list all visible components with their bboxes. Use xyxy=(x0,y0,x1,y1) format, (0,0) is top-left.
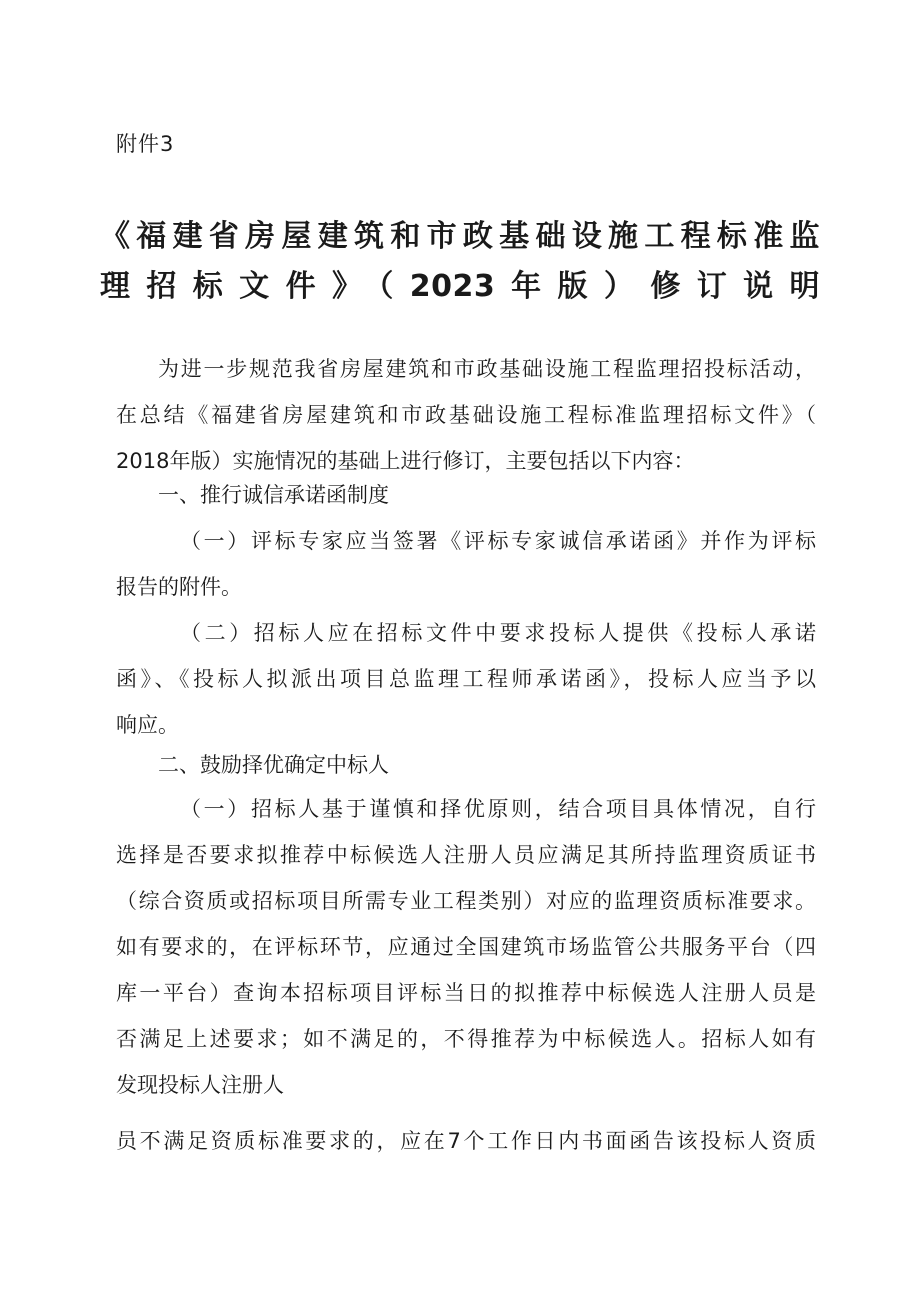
section-2-heading-text: 二、鼓励择优确定中标人 xyxy=(158,753,389,777)
section-2-item-1-line-2: 选择是否要求拟推荐中标候选人注册人员应满足其所持监理资质证书 xyxy=(116,843,816,867)
section-1-item-1-line-2: 报告的附件。 xyxy=(116,575,242,599)
title-line-2: 理招标文件》（2023年版）修订说明 xyxy=(100,269,820,304)
section-1-item-2-line-2: 函》、《投标人拟派出项目总监理工程师承诺函》，投标人应当予以 xyxy=(116,667,816,691)
section-1-item-1-line-1: （一）评标专家应当签署《评标专家诚信承诺函》并作为评标 xyxy=(180,529,816,553)
section-1-item-2-line-3: 响应。 xyxy=(116,713,179,737)
section-1-heading xyxy=(116,472,816,518)
section-2-item-1-line-8: 员不满足资质标准要求的，应在7个工作日内书面函告该投标人资质 xyxy=(116,1129,816,1153)
document-title xyxy=(100,212,820,312)
intro-line-1: 为进一步规范我省房屋建筑和市政基础设施工程监理招投标活动， xyxy=(158,357,816,381)
section-2-item-1-line-5: 库一平台）查询本招标项目评标当日的拟推荐中标候选人注册人员是 xyxy=(116,981,816,1005)
section-1-item-2 xyxy=(116,610,816,748)
section-2-item-1-line-6: 否满足上述要求；如不满足的，不得推荐为中标候选人。招标人如有 xyxy=(116,1027,816,1051)
section-2-item-1-line-4: 如有要求的，在评标环节，应通过全国建筑市场监管公共服务平台（四 xyxy=(116,935,816,959)
section-2-item-1-continued xyxy=(116,1118,816,1164)
intro-line-3: 2018年版）实施情况的基础上进行修订，主要包括以下内容： xyxy=(116,449,695,473)
section-2-item-1-line-3: （综合资质或招标项目所需专业工程类别）对应的监理资质标准要求。 xyxy=(116,889,816,913)
section-1-item-2-line-1: （二）招标人应在招标文件中要求投标人提供《投标人承诺 xyxy=(180,621,816,645)
section-1-heading-text: 一、推行诚信承诺函制度 xyxy=(158,483,389,507)
intro-paragraph xyxy=(116,346,816,484)
section-2-item-1 xyxy=(116,786,816,1108)
section-1-item-1 xyxy=(116,518,816,610)
attachment-label: 附件3 xyxy=(116,132,175,156)
section-2-item-1-line-7: 发现投标人注册人 xyxy=(116,1073,284,1097)
section-2-item-1-line-1: （一）招标人基于谨慎和择优原则，结合项目具体情况，自行 xyxy=(180,797,816,821)
section-2-heading xyxy=(116,742,816,788)
intro-line-2: 在总结《福建省房屋建筑和市政基础设施工程标准监理招标文件》（ xyxy=(116,403,816,427)
title-line-1: 《福建省房屋建筑和市政基础设施工程标准监 xyxy=(100,219,820,254)
